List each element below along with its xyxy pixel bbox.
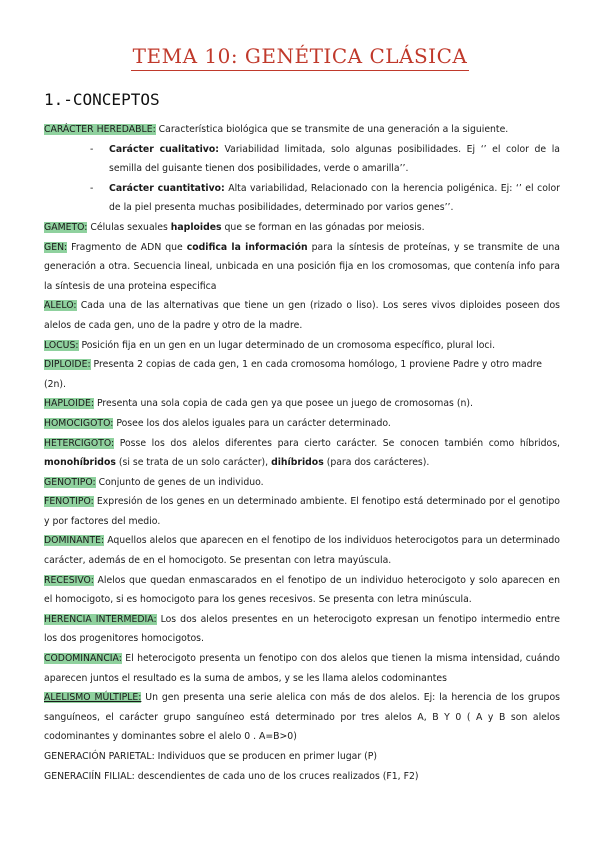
term-locus: LOCUS: — [44, 339, 79, 351]
definition-codominancia: El heterocigoto presenta un fenotipo con dos alelos que tienen la misma intensidad, cuándo aparecen juntos el resultado es la suma de ambos, y se les llama alelos codominantes — [44, 653, 560, 684]
definition-gen-part1: Fragmento de ADN que — [67, 241, 187, 253]
definition-locus: Posición fija en un gen en un lugar determinado de un cromosoma específico, plural loci. — [78, 339, 496, 351]
bullet-dash: - — [90, 182, 94, 194]
entry-caracter-heredable — [44, 120, 560, 140]
term-caracter-heredable: CARÁCTER HEREDABLE: — [44, 124, 156, 135]
definition-homocigoto: Posee los dos alelos iguales para un carácter determinado. — [113, 417, 391, 429]
definition-fenotipo: Expresión de los genes en un determinado ambiente. El fenotipo está determinado por el genotipo y por factores del medio. — [44, 496, 560, 527]
label-caracter-cuantitativo: Carácter cuantitativo: — [109, 182, 225, 194]
term-heterocigoto: HETERCIGOTO: — [44, 437, 115, 449]
definition-alelismo-multiple: Un gen presenta una serie alelica con más de dos alelos. Ej: la herencia de los grupos sanguíneos, el carácter grupo sanguíneo está determinado por tres alelos A, B Y 0 ( A y B son alelos codominantes y dominantes sobre el alelo 0 . A=B>0) — [44, 692, 560, 743]
term-herencia-intermedia: HERENCIA INTERMEDIA: — [44, 613, 157, 625]
page-title — [0, 44, 600, 68]
definition-gen-part2: para la síntesis de proteínas, y se transmite de una generación a otra. Secuencia lineal, unbicada en una posición fija en los cromosomas, que contenía info para la síntesis de una proteina especifica — [44, 241, 560, 292]
term-diploide: DIPLOIDE: — [44, 359, 91, 371]
entry-caracter-cualitativo — [44, 140, 560, 179]
term-homocigoto: HOMOCIGOTO: — [44, 417, 114, 429]
entry-haploide — [44, 394, 560, 414]
bullet-dash: - — [90, 143, 94, 155]
definition-caracter-cualitativo: Variabilidad limitada, solo algunas posibilidades. Ej ‘’ el color de la semilla del guisante tienen dos posibilidades, verde o amarilla’’. — [109, 143, 560, 175]
definition-recesivo: Alelos que quedan enmascarados en el fenotipo de un individuo heterocigoto y solo aparecen en el homocigoto, si es homocigoto para los genes recesivos. Se presenta con letra minúscula. — [44, 574, 560, 606]
entry-alelismo-multiple — [44, 688, 560, 747]
definition-genotipo: Conjunto de genes de un individuo. — [95, 476, 264, 488]
term-alelo: ALELO: — [44, 300, 77, 312]
definition-heterocigoto-part2: (si se trata de un solo carácter), — [115, 457, 272, 469]
entry-recesivo — [44, 571, 560, 610]
page-title-text: TEMA 10: GENÉTICA CLÁSICA — [131, 44, 470, 71]
definition-diploide: Presenta 2 copias de cada gen, 1 en cada cromosoma homólogo, 1 proviene Padre y otro madre (2n). — [44, 359, 542, 390]
entry-generacion-filial: GENERACIÍN FILIAL: descendientes de cada uno de los cruces realizados (F1, F2) — [44, 770, 419, 782]
definition-dominante: Aquellos alelos que aparecen en el fenotipo de los individuos heterocigotos para un determinado carácter, además de en el homocigoto. Se presentan con letra mayúscula. — [44, 535, 560, 567]
definition-haploide: Presenta una sola copia de cada gen ya que posee un juego de cromosomas (n). — [94, 398, 473, 410]
entry-gameto — [44, 218, 560, 238]
term-fenotipo: FENOTIPO: — [44, 496, 94, 508]
entry-genotipo — [44, 473, 560, 493]
entry-alelo — [44, 296, 560, 335]
definition-gameto-part1: Células sexuales — [87, 221, 171, 233]
term-alelismo-multiple: ALELISMO MÚLTIPLE: — [44, 692, 142, 704]
term-codominancia: CODOMINANCIA: — [44, 653, 122, 665]
entry-gen — [44, 238, 560, 297]
definition-heterocigoto-bold2: dihíbridos — [271, 457, 324, 469]
definition-gameto-part2: que se forman en las gónadas por meiosis. — [221, 221, 425, 233]
entry-herencia-intermedia — [44, 610, 560, 649]
entry-homocigoto — [44, 414, 560, 434]
entry-fenotipo — [44, 492, 560, 531]
definition-heterocigoto-part3: (para dos carácteres). — [323, 457, 430, 469]
term-genotipo: GENOTIPO: — [44, 476, 96, 488]
term-gen: GEN: — [44, 241, 68, 253]
definition-heterocigoto-bold1: monohíbridos — [44, 457, 116, 469]
entry-caracter-cuantitativo — [44, 179, 560, 218]
entry-generacion-parietal: GENERACIÓN PARIETAL: Individuos que se producen en primer lugar (P) — [44, 751, 377, 762]
definition-gen-bold: codifica la información — [186, 241, 308, 253]
term-gameto: GAMETO: — [44, 221, 88, 233]
term-haploide: HAPLOIDE: — [44, 398, 95, 410]
definition-heterocigoto-part1: Posse los dos alelos diferentes para cierto carácter. Se conocen también como híbridos, — [114, 437, 560, 449]
definition-caracter-heredable: Característica biológica que se transmite de una generación a la siguiente. — [155, 124, 509, 135]
term-dominante: DOMINANTE: — [44, 535, 105, 547]
entry-heterocigoto — [44, 434, 560, 473]
definition-gameto-bold: haploides — [170, 221, 222, 233]
entry-diploide — [44, 355, 560, 394]
label-caracter-cualitativo: Carácter cualitativo: — [109, 143, 219, 155]
concepts-body — [44, 120, 560, 786]
entry-dominante — [44, 531, 560, 570]
definition-alelo: Cada una de las alternativas que tiene un gen (rizado o liso). Los seres vivos diploides poseen dos alelos de cada gen, uno de la padre y otro de la madre. — [44, 300, 560, 331]
entry-codominancia — [44, 649, 560, 688]
definition-herencia-intermedia: Los dos alelos presentes en un heterocigoto expresan un fenotipo intermedio entre los dos progenitores homocigotos. — [44, 613, 560, 645]
entry-locus — [44, 336, 560, 356]
definition-caracter-cuantitativo: Alta variabilidad, Relacionado con la herencia poligénica. Ej: ‘’ el color de la piel presenta muchas posibilidades, determinado por varios genes’’. — [109, 182, 560, 214]
term-recesivo: RECESIVO: — [44, 574, 94, 586]
section-heading: 1.-CONCEPTOS — [44, 90, 160, 109]
